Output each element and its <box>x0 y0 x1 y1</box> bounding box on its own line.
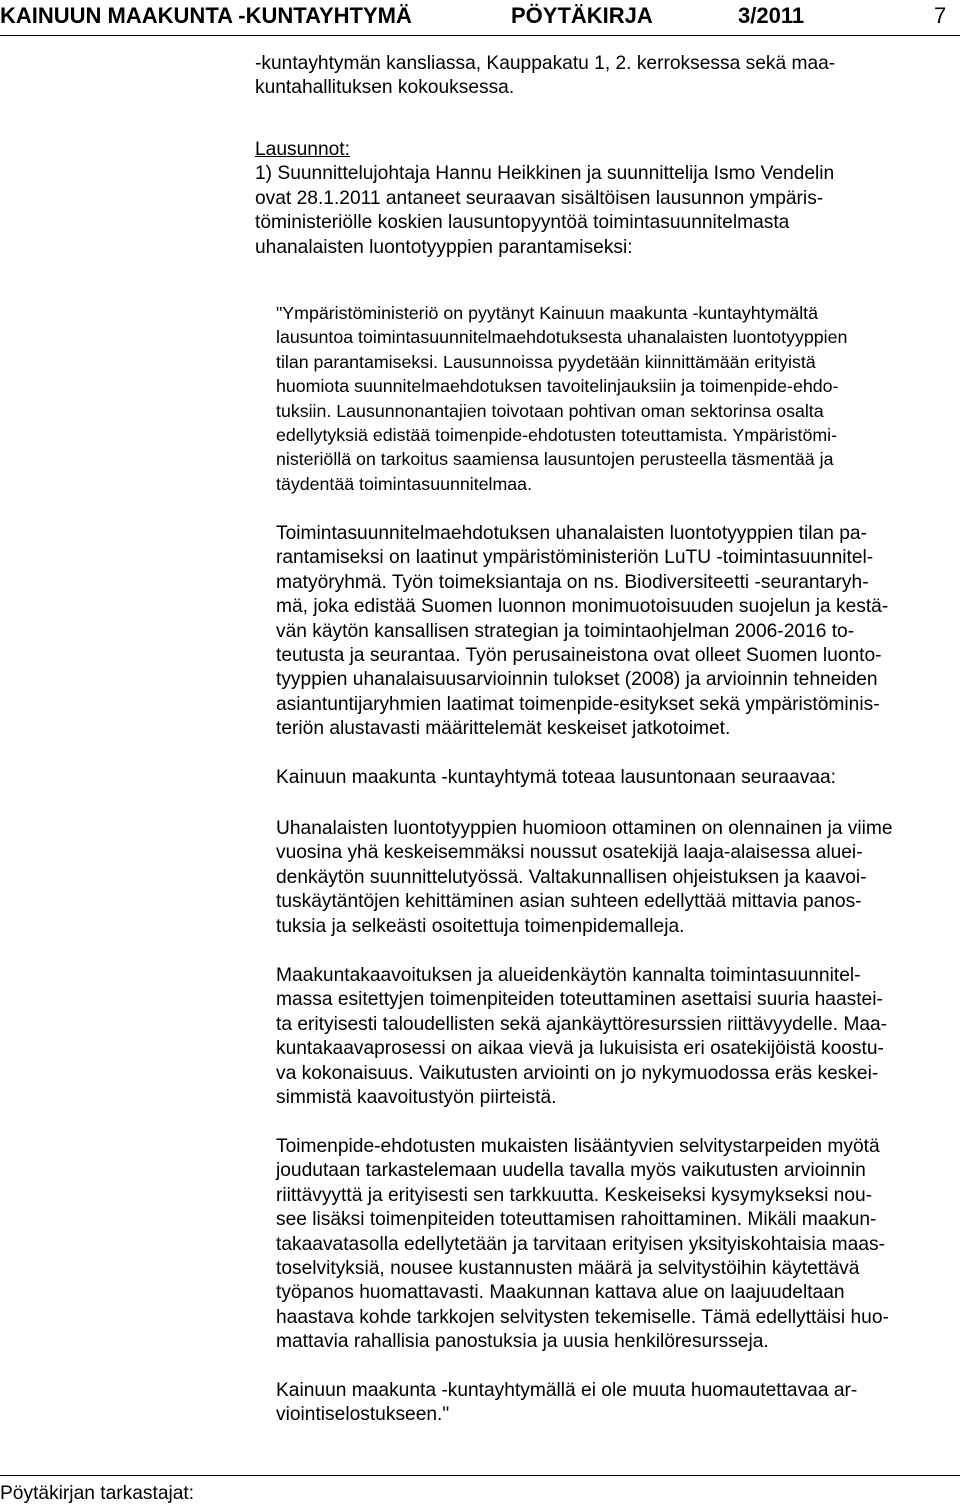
text-line: joudutaan tarkastelemaan uudella tavalla myös vaikutusten arvioinnin <box>276 1160 866 1182</box>
quote-paragraph-6 <box>276 1135 956 1355</box>
organization-name: KAINUUN MAAKUNTA -KUNTAYHTYMÄ <box>0 3 412 28</box>
text-line: rantamiseksi on laatinut ympäristöministeriön LuTU -toimintasuunnitel- <box>276 547 874 569</box>
text-line: Toimenpide-ehdotusten mukaisten lisääntyvien selvitystarpeiden myötä <box>276 1136 880 1157</box>
text-line: -kuntayhtymän kansliassa, Kauppakatu 1, 2. kerroksessa sekä maa- <box>255 53 836 74</box>
text-line: ovat 28.1.2011 antaneet seuraavan sisältöisen lausunnon ympäris- <box>255 187 824 209</box>
text-line: riittävyyttä ja erityisesti sen tarkkuutta. Keskeiseksi kysymykseksi nou- <box>276 1184 873 1206</box>
text-line: kuntahallituksen kokouksessa. <box>255 77 515 99</box>
text-line: matyöryhmä. Työn toimeksiantaja on ns. Biodiversiteetti -seurantaryh- <box>276 571 869 593</box>
document-type: PÖYTÄKIRJA <box>511 3 653 28</box>
footer-divider <box>0 1475 960 1476</box>
text-line: edellytyksiä edistää toimenpide-ehdotusten toteuttamista. Ympäristömi- <box>276 425 838 446</box>
text-line: tuksia ja selkeästi osoitettuja toimenpidemalleja. <box>276 915 685 937</box>
quote-paragraph-5 <box>276 964 956 1110</box>
text-line: Uhanalaisten luontotyyppien huomioon ottaminen on olennainen ja viime <box>276 818 893 839</box>
intro-paragraph <box>255 52 955 101</box>
quote-paragraph-1 <box>276 301 956 496</box>
text-line: vuosina yhä keskeisemmäksi noussut osatekijä laaja-alaisessa aluei- <box>276 842 863 864</box>
text-line: Maakuntakaavoituksen ja alueidenkäytön kannalta toimintasuunnitel- <box>276 965 861 986</box>
text-line: tuskäytäntöjen kehittäminen asian suhteen edellyttää mittavia panos- <box>276 891 862 913</box>
text-line: tyyppien uhanalaisuusarvioinnin tulokset (2008) ja arvioinnin tehneiden <box>276 669 878 691</box>
document-number: 3/2011 <box>738 3 805 28</box>
page-number: 7 <box>934 3 947 28</box>
text-line: viointiselostukseen." <box>276 1404 450 1426</box>
page-header <box>0 2 960 32</box>
text-line: tilan parantamiseksi. Lausunnoissa pyydetään kiinnittämään erityistä <box>276 351 816 372</box>
text-line: työpanos huomattavasti. Maakunnan kattava alue on laajuudeltaan <box>276 1282 845 1304</box>
text-line: vän käytön kansallisen strategian ja toimintaohjelman 2006-2016 to- <box>276 620 855 642</box>
text-line: nisteriöllä on tarkoitus saamiensa lausuntojen perusteella täsmentää ja <box>276 449 834 470</box>
text-line: see lisäksi toimenpiteiden toteuttamisen rahoittaminen. Mikäli maakun- <box>276 1209 877 1231</box>
quote-paragraph-2 <box>276 522 956 742</box>
text-line: mattavia rahallisia panostuksia ja uusia henkilöresursseja. <box>276 1331 769 1353</box>
text-line: va kokonaisuus. Vaikutusten arviointi on jo nykymuodossa eräs keskei- <box>276 1062 879 1084</box>
text-line: uhanalaisten luontotyyppien parantamiseksi: <box>255 236 633 258</box>
text-line: täydentää toimintasuunnitelmaa. <box>276 473 533 494</box>
footer-reviewers-label: Pöytäkirjan tarkastajat: <box>0 1483 195 1504</box>
text-line: "Ympäristöministeriö on pyytänyt Kainuun maakunta -kuntayhtymältä <box>276 303 818 323</box>
text-line: Toimintasuunnitelmaehdotuksen uhanalaisten luontotyyppien tilan pa- <box>276 523 867 544</box>
text-line: ta erityisesti taloudellisten sekä ajankäyttöresurssien riittävyydelle. Maa- <box>276 1013 888 1035</box>
text-line: lausuntoa toimintasuunnitelmaehdotuksesta uhanalaisten luontotyyppien <box>276 327 848 348</box>
text-line: simmistä kaavoitustyön piirteistä. <box>276 1087 557 1109</box>
text-line: kuntakaavaprosessi on aikaa vievä ja lukuisista eri osatekijöistä koostu- <box>276 1038 884 1060</box>
text-line: tuksiin. Lausunnonantajien toivotaan pohtivan oman sektorinsa osalta <box>276 400 824 421</box>
text-line: takaavatasolla edellytetään ja tarvitaan erityisen yksityiskohtaisia maas- <box>276 1233 885 1255</box>
text-line: asiantuntijaryhmien laatimat toimenpide-esitykset sekä ympäristöminis- <box>276 693 880 715</box>
header-divider <box>0 35 960 36</box>
text-line: Kainuun maakunta -kuntayhtymällä ei ole muuta huomautettavaa ar- <box>276 1380 858 1401</box>
text-line: teutusta ja seurantaa. Työn perusaineistona ovat olleet Suomen luonto- <box>276 645 882 667</box>
text-line: mä, joka edistää Suomen luonnon monimuotoisuuden suojelun ja kestä- <box>276 596 889 618</box>
text-line: Kainuun maakunta -kuntayhtymä toteaa lausuntonaan seuraavaa: <box>276 767 837 788</box>
quote-paragraph-7 <box>276 1379 956 1428</box>
quote-paragraph-4 <box>276 817 956 939</box>
text-line: 1) Suunnittelujohtaja Hannu Heikkinen ja suunnittelija Ismo Vendelin <box>255 163 835 185</box>
text-line: denkäytön suunnittelutyössä. Valtakunnallisen ohjeistuksen ja kaavoi- <box>276 866 867 888</box>
text-line: huomiota suunnitelmaehdotuksen tavoitelinjauksiin ja toimenpide-ehdo- <box>276 376 839 397</box>
text-line: toselvityksiä, nousee kustannusten määrä ja selvitystöihin käytettävä <box>276 1258 860 1280</box>
statement-block <box>255 138 955 260</box>
text-line: töministeriölle koskien lausuntopyyntöä toimintasuunnitelmasta <box>255 212 790 234</box>
text-line: haastava kohde tarkkojen selvitysten tekemiselle. Tämä edellyttäisi huo- <box>276 1306 889 1328</box>
text-line: teriön alustavasti määrittelemät keskeiset jatkotoimet. <box>276 718 731 740</box>
text-line: massa esitettyjen toimenpiteiden toteuttaminen asettaisi suuria haastei- <box>276 989 883 1011</box>
section-heading: Lausunnot: <box>255 139 350 160</box>
quote-paragraph-3 <box>276 766 956 790</box>
